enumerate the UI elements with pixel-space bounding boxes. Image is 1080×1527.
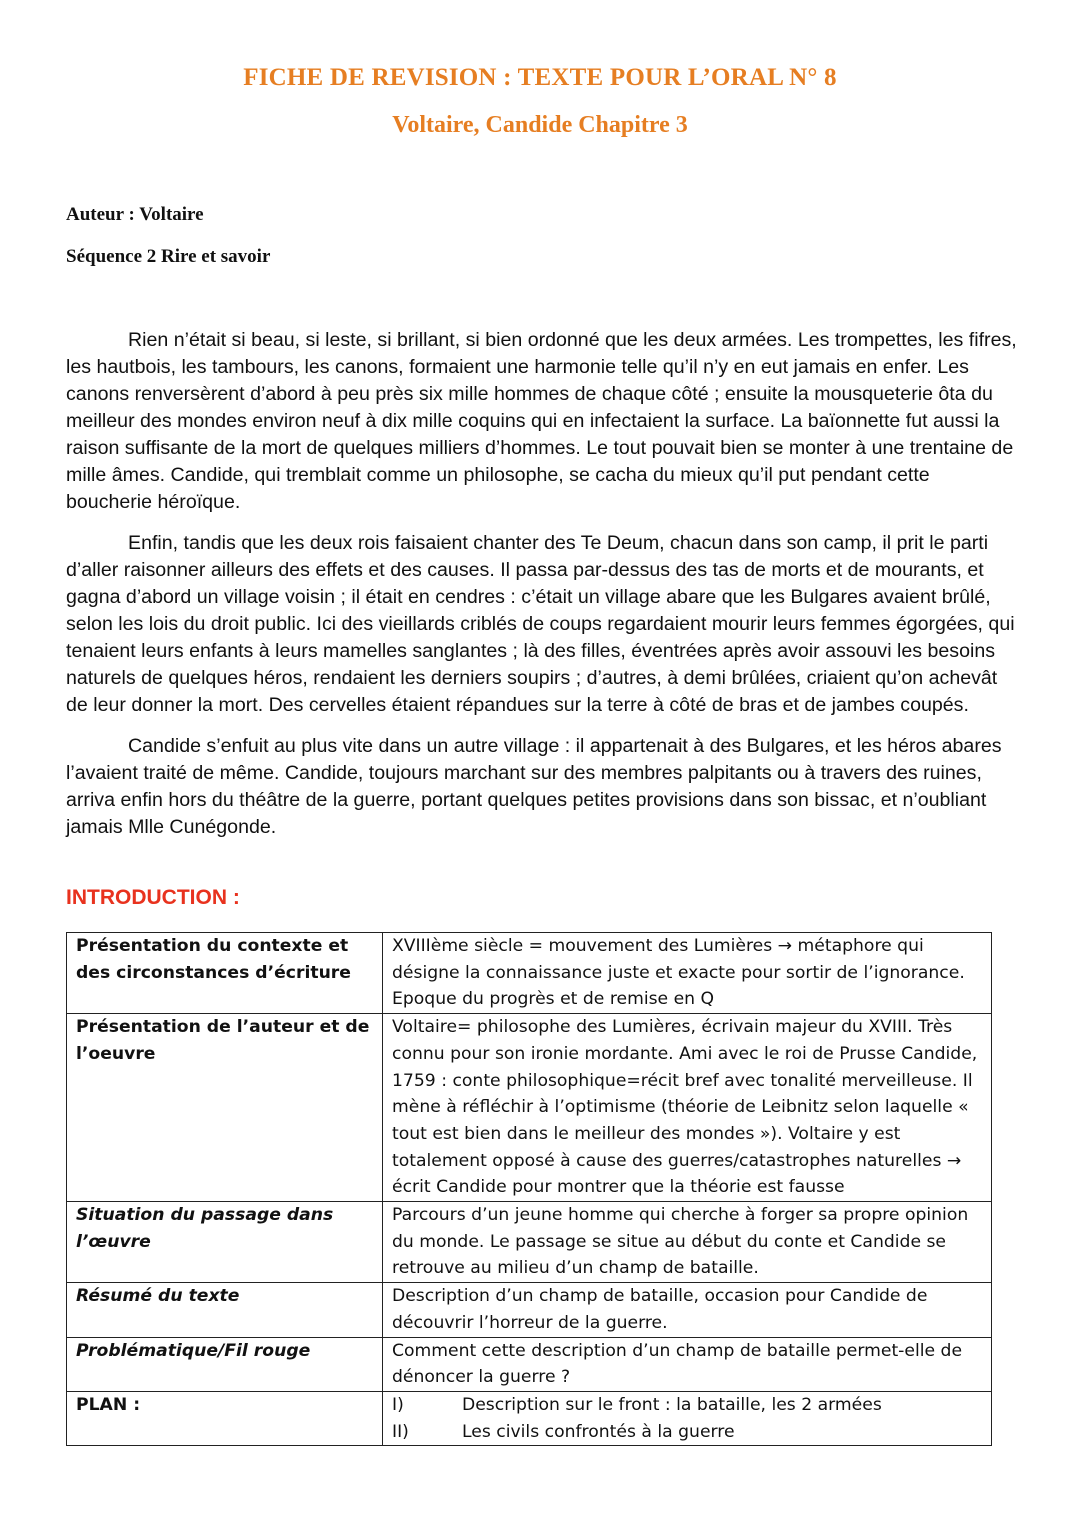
row-label-situation: Situation du passage dans l’œuvre xyxy=(67,1202,383,1283)
table-row xyxy=(67,1391,992,1445)
table-row xyxy=(67,1283,992,1337)
table-row xyxy=(67,933,992,1014)
page-title: FICHE DE REVISION : TEXTE POUR L’ORAL N° 8 xyxy=(243,64,837,91)
row-content-author-work: Voltaire= philosophe des Lumières, écrivain majeur du XVIII. Très connu pour son ironie mordante. Ami avec le roi de Prusse Candide, 1759 : conte philosophique=récit bref avec tonalité merveilleuse. Il mène à réfléchir à l’optimisme (théorie de Leibnitz selon laquelle « tout est bien dans le meilleur des mondes »). Voltaire y est totalement opposé à cause des guerres/catastrophes naturelles → écrit Candide pour montrer que la théorie est fausse xyxy=(383,1014,992,1202)
row-label-author-work: Présentation de l’auteur et de l’oeuvre xyxy=(67,1014,383,1202)
row-content-summary: Description d’un champ de bataille, occasion pour Candide de découvrir l’horreur de la guerre. xyxy=(383,1283,992,1337)
plan-item-text: Description sur le front : la bataille, les 2 armées xyxy=(462,1394,882,1415)
sequence-line: Séquence 2 Rire et savoir xyxy=(66,246,271,267)
row-content-plan xyxy=(383,1391,992,1445)
introduction-table xyxy=(66,932,992,1446)
row-content-problematic: Comment cette description d’un champ de bataille permet-elle de dénoncer la guerre ? xyxy=(383,1337,992,1391)
passage-paragraph-2: Enfin, tandis que les deux rois faisaient chanter des Te Deum, chacun dans son camp, il prit le parti d’aller raisonner ailleurs des effets et des causes. Il passa par-dessus des tas de morts et de mourants, et gagna d’abord un village voisin ; il était en cendres : c’était un village abare que les Bulgares avaient brûlé, selon les lois du droit public. Ici des vieillards criblés de coups regardaient mourir leurs femmes égorgées, qui tenaient leurs enfants à leurs mamelles sanglantes ; là des filles, éventrées après avoir assouvi les besoins naturels de quelques héros, rendaient les derniers soupirs ; d’autres, à demi brûlées, criaient qu’on achevât de leur donner la mort. Des cervelles étaient répandues sur la terre à côté de bras et de jambes coupés. xyxy=(66,532,1015,716)
table-row xyxy=(67,1014,992,1202)
row-label-summary: Résumé du texte xyxy=(67,1283,383,1337)
row-label-plan: PLAN : xyxy=(67,1391,383,1445)
page-subtitle: Voltaire, Candide Chapitre 3 xyxy=(392,112,688,138)
row-label-problematic: Problématique/Fil rouge xyxy=(67,1337,383,1391)
plan-item-number: II) xyxy=(392,1421,409,1442)
introduction-heading: INTRODUCTION : xyxy=(66,886,240,909)
plan-item-text: Les civils confrontés à la guerre xyxy=(462,1421,735,1442)
passage-paragraph-1: Rien n’était si beau, si leste, si brillant, si bien ordonné que les deux armées. Les trompettes, les fifres, les hautbois, les tambours, les canons, formaient une harmonie telle qu’il n’y en eut jamais en enfer. Les canons renversèrent d’abord à peu près six mille hommes de chaque côté ; ensuite la mousqueterie ôta du meilleur des mondes environ neuf à dix mille coquins qui en infectaient la surface. La baïonnette fut aussi la raison suffisante de la mort de quelques milliers d’hommes. Le tout pouvait bien se monter à une trentaine de mille âmes. Candide, qui tremblait comme un philosophe, se cacha du mieux qu’il put pendant cette boucherie héroïque. xyxy=(66,329,1017,513)
table-row xyxy=(67,1202,992,1283)
passage-paragraph-3: Candide s’enfuit au plus vite dans un autre village : il appartenait à des Bulgares, et les héros abares l’avaient traité de même. Candide, toujours marchant sur des membres palpitants ou à travers des ruines, arriva enfin hors du théâtre de la guerre, portant quelques petites provisions dans son bissac, et n’oubliant jamais Mlle Cunégonde. xyxy=(66,735,1002,838)
author-line: Auteur : Voltaire xyxy=(66,204,204,225)
row-content-context: XVIIIème siècle = mouvement des Lumières → métaphore qui désigne la connaissance juste et exacte pour sortir de l’ignorance. Epoque du progrès et de remise en Q xyxy=(383,933,992,1014)
plan-item xyxy=(392,1392,983,1419)
table-row xyxy=(67,1337,992,1391)
literary-passage xyxy=(66,327,1018,855)
plan-item xyxy=(392,1419,983,1446)
row-label-context: Présentation du contexte et des circonstances d’écriture xyxy=(67,933,383,1014)
plan-item-number: I) xyxy=(392,1394,404,1415)
row-content-situation: Parcours d’un jeune homme qui cherche à forger sa propre opinion du monde. Le passage se situe au début du conte et Candide se retrouve au milieu d’un champ de bataille. xyxy=(383,1202,992,1283)
